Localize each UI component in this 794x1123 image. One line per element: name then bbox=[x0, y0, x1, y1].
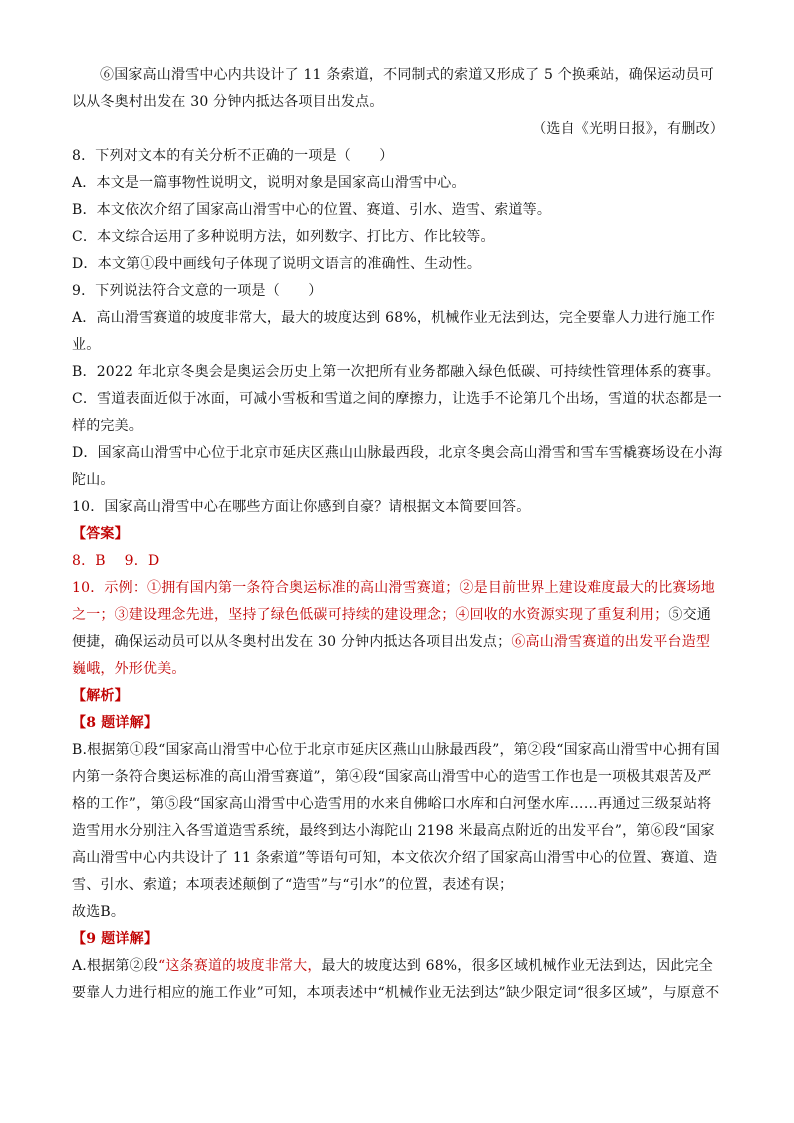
question-9-stem: 9．下列说法符合文意的一项是（ ） bbox=[72, 283, 323, 299]
analysis-q9-heading: 【9 题详解】 bbox=[72, 931, 159, 947]
question-8-option-d: D．本文第①段中画线句子体现了说明文语言的准确性、生动性。 bbox=[72, 256, 482, 272]
analysis-q8-heading: 【8 题详解】 bbox=[72, 715, 159, 731]
answer-q10 bbox=[72, 575, 724, 683]
question-8-stem: 8．下列对文本的有关分析不正确的一项是（ ） bbox=[72, 148, 394, 164]
passage-paragraph-6: ⑥国家高山滑雪中心内共设计了 11 条索道，不同制式的索道又形成了 5 个换乘站，确保运动员可以从冬奥村出发在 30 分钟内抵达各项目出发点。 bbox=[72, 67, 714, 110]
answer-q10-part2: ③建设理念先进，坚持了绿色低碳可持续的建设理念；④回收的水资源实现了重复利用； bbox=[114, 607, 669, 623]
answer-q10-part4: ⑥高山滑雪赛道的出发平台造型巍峨，外形优美。 bbox=[72, 634, 711, 677]
question-9-option-a: A．高山滑雪赛道的坡度非常大，最大的坡度达到 68%，机械作业无法到达，完全要靠人力进行施工作业。 bbox=[72, 310, 716, 353]
answer-q10-part3: ⑤交通便捷，确保运动员可以从冬奥村出发在 30 分钟内抵达各项目出发点； bbox=[72, 607, 712, 650]
answer-q8-q9: 8．B 9．D bbox=[72, 553, 160, 569]
analysis-q8-text: B.根据第①段“国家高山滑雪中心位于北京市延庆区燕山山脉最西段”，第②段“国家高山滑雪中心拥有国内第一条符合奥运标准的高山滑雪赛道”，第④段“国家高山滑雪中心的造雪工作也是一项极其艰苦及严格的工作”，第⑤段“国家高山滑雪中心造雪用的水来自佛峪口水库和白河堡水库……再通过三级泵站将造雪用水分别注入各雪道造雪系统，最终到达小海陀山 2198 米最高点附近的出发平台”，第⑥段“国家高山滑雪中心内共设计了 11 条索道”等语句可知，本文依次介绍了国家高山滑雪中心的位置、赛道、造雪、引水、索道；本项表述颠倒了“造雪”与“引水”的位置，表述有误； bbox=[72, 742, 720, 893]
question-8-option-b: B．本文依次介绍了国家高山滑雪中心的位置、赛道、引水、造雪、索道等。 bbox=[72, 202, 552, 218]
question-9-option-b: B．2022 年北京冬奥会是奥运会历史上第一次把所有业务都融入绿色低碳、可持续性管理体系的赛事。 bbox=[72, 364, 720, 380]
analysis-q8-conclusion: 故选B。 bbox=[72, 904, 126, 920]
answer-q10-part1: 10．示例：①拥有国内第一条符合奥运标准的高山滑雪赛道；②是目前世界上建设难度最大的比赛场地之一； bbox=[72, 580, 716, 623]
analysis-heading: 【解析】 bbox=[72, 688, 129, 704]
analysis-q9-text bbox=[72, 953, 724, 1007]
analysis-q9-body: 最大的坡度达到 68%，很多区域机械作业无法到达，因此完全要靠人力进行相应的施工作业”可知，本项表述中“机械作业无法到达”缺少限定词“很多区域”，与原意不 bbox=[72, 958, 720, 1001]
question-8-option-a: A．本文是一篇事物性说明文，说明对象是国家高山滑雪中心。 bbox=[72, 175, 466, 191]
analysis-q9-prefix: A.根据第②段 bbox=[72, 958, 158, 974]
passage-source: （选自《光明日报》，有删改） bbox=[532, 121, 724, 137]
question-9-option-d: D．国家高山滑雪中心位于北京市延庆区燕山山脉最西段，北京冬奥会高山滑雪和雪车雪橇赛场设在小海陀山。 bbox=[72, 445, 723, 488]
question-10-stem: 10．国家高山滑雪中心在哪些方面让你感到自豪？请根据文本简要回答。 bbox=[72, 499, 531, 515]
question-8-option-c: C．本文综合运用了多种说明方法，如列数字、打比方、作比较等。 bbox=[72, 229, 495, 245]
document-page bbox=[72, 62, 724, 1007]
answer-heading: 【答案】 bbox=[72, 526, 129, 542]
analysis-q9-quote: “这条赛道的坡度非常大， bbox=[157, 958, 322, 974]
question-9-option-c: C．雪道表面近似于冰面，可减小雪板和雪道之间的摩擦力，让选手不论第几个出场，雪道的状态都是一样的完美。 bbox=[72, 391, 722, 434]
